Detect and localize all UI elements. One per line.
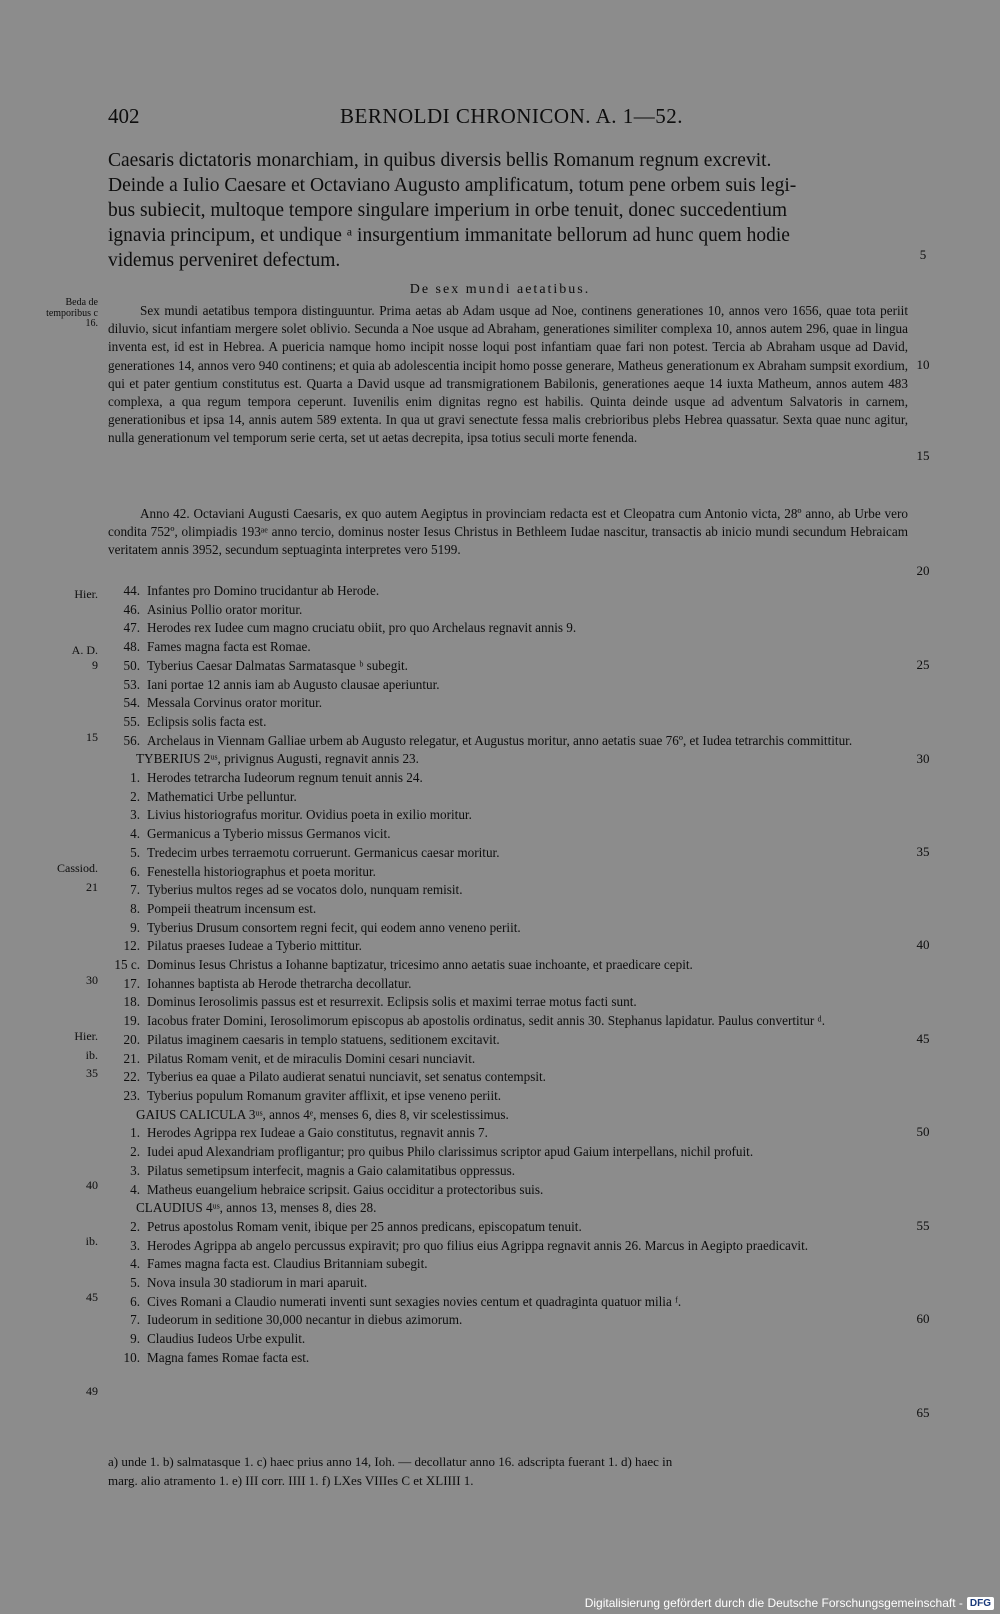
- intro-line: ignavia principum, et undique ᵃ insurgentium immanitate bellorum ad hunc quem hodie: [108, 225, 790, 246]
- entry-number: 55.: [123, 713, 140, 729]
- entry-text: Nova insula 30 stadiorum in mari aparuit.: [147, 1275, 368, 1291]
- entry-number: 53.: [123, 676, 140, 692]
- entry-number: 22.: [123, 1069, 140, 1085]
- entry-number: 4.: [130, 826, 140, 842]
- chronicle-entry: [108, 676, 908, 695]
- chronicle-entry: [108, 1330, 908, 1349]
- margin-note-cassiod: Cassiod.: [56, 861, 98, 875]
- entry-number: 3.: [130, 807, 140, 823]
- chronicle-entry: [108, 1237, 908, 1256]
- line-number: 5: [919, 247, 927, 262]
- entry-number: 10.: [123, 1349, 140, 1365]
- chronicle-entry: [108, 863, 908, 882]
- margin-note-hier-2: Hier.: [74, 1029, 98, 1043]
- entry-number: 4.: [130, 1256, 140, 1272]
- chronicle-entry: [108, 993, 908, 1012]
- entry-number: 21.: [123, 1050, 140, 1066]
- margin-year-40: 40: [86, 1178, 98, 1192]
- entry-text: CLAUDIUS 4ᵘˢ, annos 13, menses 8, dies 28.: [136, 1200, 377, 1216]
- margin-note-ad: A. D.: [71, 643, 98, 657]
- entry-number: 15 c.: [114, 957, 140, 973]
- birth-paragraph: [108, 505, 908, 560]
- entry-number: 47.: [123, 620, 140, 636]
- footnotes: [108, 1452, 908, 1490]
- entry-number: 3.: [130, 1237, 140, 1253]
- chronicle-entry: [108, 825, 908, 844]
- page-number: 402: [108, 104, 140, 128]
- entry-text: Fames magna facta est. Claudius Britanniam subegit.: [147, 1256, 428, 1272]
- entry-text: Asinius Pollio orator moritur.: [147, 601, 303, 617]
- chronicle-entry: [108, 1124, 908, 1143]
- chronicle-entry: [108, 694, 908, 713]
- entry-number: 5.: [130, 1275, 140, 1291]
- margin-year-30: 30: [86, 973, 98, 987]
- line-number: 50: [916, 1124, 930, 1139]
- line-number: 15: [916, 448, 930, 463]
- entry-number: 7.: [130, 1312, 140, 1328]
- entry-text: Dominus Iesus Christus a Iohanne baptizatur, tricesimo anno aetatis suae inchoante, et praedicare cepit.: [147, 957, 693, 973]
- chronicle-entry: [108, 1087, 908, 1106]
- entry-number: 54.: [123, 695, 140, 711]
- entry-number: 18.: [123, 994, 140, 1010]
- entry-number: 44.: [123, 583, 140, 598]
- chronicle-entry: [108, 1311, 908, 1330]
- entry-number: 2.: [130, 1144, 140, 1160]
- chronicle-entry: [108, 956, 908, 975]
- chronicle-entry: [108, 582, 908, 601]
- entry-number: 1.: [130, 770, 140, 786]
- margin-year-35: 35: [86, 1066, 98, 1080]
- chronicle-entry: [108, 713, 908, 732]
- line-number: 60: [916, 1311, 930, 1326]
- entry-number: 9.: [130, 919, 140, 935]
- entry-text: Tyberius populum Romanum graviter afflixit, et ipse veneno periit.: [147, 1087, 502, 1103]
- dfg-logo-icon: DFG: [967, 1597, 994, 1610]
- entry-number: 19.: [123, 1013, 140, 1029]
- entry-text: GAIUS CALICULA 3ᵘˢ, annos 4ᵉ, menses 6, dies 8, vir scelestissimus.: [136, 1106, 509, 1122]
- entry-text: Infantes pro Domino trucidantur ab Herode.: [147, 583, 380, 598]
- margin-year-9: 9: [92, 658, 98, 672]
- entry-number: 2.: [130, 788, 140, 804]
- entry-number: 56.: [123, 732, 140, 748]
- margin-note-ib: ib.: [85, 1048, 98, 1062]
- entry-text: Eclipsis solis facta est.: [147, 713, 267, 729]
- entry-number: 2.: [130, 1218, 140, 1234]
- line-number: 45: [916, 1031, 930, 1046]
- entry-text: Iudei apud Alexandriam profligantur; pro quibus Philo clarissimus scriptor apud Gaium interpellans, nichil profuit.: [147, 1144, 754, 1160]
- entry-text: Tyberius ea quae a Pilato audierat senatui nunciavit, set senatus contempsit.: [147, 1069, 546, 1085]
- intro-line: bus subiecit, multoque tempore singulare imperium in orbe tenuit, donec succedentium: [108, 200, 788, 221]
- margin-note-hier: Hier.: [74, 587, 98, 601]
- chronicle-entry: [108, 1181, 908, 1200]
- chronicle-entry: [108, 619, 908, 638]
- margin-note-beda: Beda de temporibus c 16.: [46, 297, 98, 329]
- entry-text: Fenestella historiographus et poeta moritur.: [147, 863, 376, 879]
- chronicle-entry: [108, 1274, 908, 1293]
- entry-text: Archelaus in Viennam Galliae urbem ab Augusto relegatur, et Augustus moritur, anno aetatis suae 76º, et Iudea tetrarchis committitur.: [147, 732, 853, 748]
- entry-text: Tredecim urbes terraemotu corruerunt. Germanicus caesar moritur.: [147, 844, 500, 860]
- footnote-line: a) unde 1. b) salmatasque 1. c) haec prius anno 14, Ioh. — decollatur anno 16. adscripta fuerant 1. d) haec in: [108, 1454, 673, 1469]
- entry-number: 17.: [123, 975, 140, 991]
- entry-text: Pilatus imaginem caesaris in templo statuens, seditionem excitavit.: [147, 1031, 500, 1047]
- line-number: 40: [916, 937, 930, 952]
- entry-text: Iohannes baptista ab Herode thetrarcha decollatur.: [147, 975, 412, 991]
- footer-text: Digitalisierung gefördert durch die Deutsche Forschungsgemeinschaft -: [584, 1596, 963, 1610]
- entry-text: Cives Romani a Claudio numerati inventi sunt sexagies novies centum et quadraginta quatuor milia ᶠ.: [147, 1293, 682, 1309]
- margin-year-49: 49: [86, 1384, 98, 1398]
- entry-number: 3.: [130, 1162, 140, 1178]
- chronicle-entry: [108, 1012, 908, 1031]
- entry-number: 50.: [123, 657, 140, 673]
- reign-heading: [108, 750, 908, 769]
- line-number: 20: [916, 563, 930, 578]
- entry-text: Pilatus semetipsum interfecit, magnis a Gaio calamitatibus oppressus.: [147, 1162, 516, 1178]
- chronicle-entry: [108, 1349, 908, 1368]
- line-number: 65: [916, 1405, 930, 1420]
- reign-heading: [108, 1199, 908, 1218]
- chronicle-entry: [108, 1255, 908, 1274]
- entry-number: 9.: [130, 1331, 140, 1347]
- entry-number: 5.: [130, 844, 140, 860]
- intro-line: videmus perveniret defectum.: [108, 250, 341, 271]
- entry-text: Messala Corvinus orator moritur.: [147, 695, 323, 711]
- chronicle-entry: [108, 1293, 908, 1312]
- margin-note-ib-2: ib.: [85, 1234, 98, 1248]
- chronicle-entry: [108, 638, 908, 657]
- intro-paragraph: [108, 148, 908, 273]
- entry-text: Matheus euangelium hebraice scripsit. Gaius occiditur a protectoribus suis.: [147, 1181, 544, 1197]
- chronicle-entry: [108, 1162, 908, 1181]
- margin-year-45: 45: [86, 1290, 98, 1304]
- entry-text: Magna fames Romae facta est.: [147, 1349, 310, 1365]
- chronicle-entry: [108, 1218, 908, 1237]
- entry-text: TYBERIUS 2ᵘˢ, privignus Augusti, regnavit annis 23.: [136, 751, 419, 767]
- chronicle-entry: [108, 769, 908, 788]
- entry-number: 12.: [123, 938, 140, 954]
- entry-number: 46.: [123, 601, 140, 617]
- entry-text: Livius historiografus moritur. Ovidius poeta in exilio moritur.: [147, 807, 472, 823]
- entry-text: Herodes Agrippa rex Iudeae a Gaio constitutus, regnavit annis 7.: [147, 1125, 488, 1141]
- page-header: [108, 104, 928, 134]
- entry-text: Herodes Agrippa ab angelo percussus expiravit; pro quo filius eius Agrippa regnavit annis 26. Marcus in Aegipto praedicavit.: [147, 1237, 809, 1253]
- footnote-line: marg. alio atramento 1. e) III corr. IIII 1. f) LXes VIIIes C et XLIIII 1.: [108, 1473, 474, 1488]
- entry-number: 8.: [130, 900, 140, 916]
- margin-year-15: 15: [86, 730, 98, 744]
- entry-text: Mathematici Urbe pelluntur.: [147, 788, 297, 804]
- entry-number: 4.: [130, 1181, 140, 1197]
- entry-text: Iudeorum in seditione 30,000 necantur in diebus azimorum.: [147, 1312, 463, 1328]
- entry-text: Iani portae 12 annis iam ab Augusto clausae aperiuntur.: [147, 676, 440, 692]
- chronicle-entry: [108, 937, 908, 956]
- entry-text: Tyberius Caesar Dalmatas Sarmatasque ᵇ subegit.: [147, 657, 408, 673]
- entry-text: Claudius Iudeos Urbe expulit.: [147, 1331, 306, 1347]
- entry-text: Dominus Ierosolimis passus est et resurrexit. Eclipsis solis et maximi terrae motus facti sunt.: [147, 994, 637, 1010]
- entry-number: 23.: [123, 1087, 140, 1103]
- entry-text: Tyberius multos reges ad se vocatos dolo, nunquam remisit.: [147, 882, 463, 898]
- chronicle-entry: [108, 919, 908, 938]
- chronicle-entry: [108, 975, 908, 994]
- entry-text: Herodes tetrarcha Iudeorum regnum tenuit annis 24.: [147, 770, 423, 786]
- chronicle-entry: [108, 1031, 908, 1050]
- section-title: De sex mundi aetatibus.: [409, 282, 591, 297]
- entry-text: Tyberius Drusum consortem regni fecit, qui eodem anno veneno periit.: [147, 919, 521, 935]
- entry-number: 48.: [123, 639, 140, 655]
- reign-heading: [108, 1106, 908, 1125]
- entry-text: Germanicus a Tyberio missus Germanos vicit.: [147, 826, 391, 842]
- chronicle-entry: [108, 900, 908, 919]
- chronicle-entry: [108, 601, 908, 620]
- line-number: 35: [916, 844, 930, 859]
- intro-line: Caesaris dictatoris monarchiam, in quibus diversis bellis Romanum regnum excrevit.: [108, 150, 772, 171]
- chronicle-entry: [108, 1143, 908, 1162]
- entry-text: Pilatus Romam venit, et de miraculis Domini cesari nunciavit.: [147, 1050, 476, 1066]
- chronicle-entry: [108, 844, 908, 863]
- margin-year-21: 21: [86, 880, 98, 894]
- chronicle-entry: [108, 788, 908, 807]
- birth-text: Anno 42. Octaviani Augusti Caesaris, ex quo autem Aegiptus in provinciam redacta est et Cleopatra cum Antonio victa, 28º anno, ab Urbe vero condita 752º, olimpiadis 193ᵃᵉ anno tercio, dominus noster Iesus Christus in Bethleem Iudae nascitur, transactis ab inicio mundi secundum Hebraicam veritatem annis 3952, secundum septuaginta interpretes vero 5199.: [108, 506, 908, 558]
- entry-text: Pompeii theatrum incensum est.: [147, 900, 317, 916]
- chronicle-entry: [108, 806, 908, 825]
- line-number: 30: [916, 751, 930, 766]
- ages-paragraph: [108, 302, 908, 448]
- ages-text: Sex mundi aetatibus tempora distinguuntur. Prima aetas ab Adam usque ad Noe, continens generationes 10, annos vero 1656, quae tota periit diluvio, sicut infantiam mergere solet oblivio. Secunda a Noe usque ad Abraham, generationes similiter complexa 10, annos autem 296, quae in lingua inventa est, id est in Hebrea. A puericia namque homo incipit nosse loqui post infantiam quae fari non potest. Tercia ab Abraham usque ad David, generationes 14, annos vero 940 continens; et quia ab adolescentia incipit homo posse generare, Matheus generationum ex Abraham sumpsit exordium, qui et pater gentium constitutus est. Quarta a David usque ad transmigrationem Babilonis, generationes aeque 14 iuxta Matheum, annos autem 483 complexa, a qua regum tempora ceperunt. Iuvenilis enim dignitas regno est habilis. Quinta deinde usque ad adventum Salvatoris in carnem, generationibus et ipsa 14, annis autem 589 extenta. In qua ut gravi senectute fessa malis crebrioribus plebs Hebrea quassatur. Sexta quae nunc agitur, nulla generationum vel temporum serie certa, set ut aetas decrepita, ipsa totius seculi morte fenenda.: [108, 303, 908, 446]
- chronicle-entry: [108, 732, 908, 751]
- chronicle-entry: [108, 1068, 908, 1087]
- running-title: BERNOLDI CHRONICON. A. 1—52.: [340, 104, 684, 128]
- entry-number: 20.: [123, 1031, 140, 1047]
- chronicle-entry: [108, 881, 908, 900]
- footer-credit: [585, 1596, 994, 1610]
- entry-text: Petrus apostolus Romam venit, ibique per 25 annos predicans, episcopatum tenuit.: [147, 1218, 582, 1234]
- chronicle-entry: [108, 1050, 908, 1069]
- entry-text: Pilatus praeses Iudeae a Tyberio mittitur.: [147, 938, 362, 954]
- intro-line: Deinde a Iulio Caesare et Octaviano Augusto amplificatum, totum pene orbem suis legi-: [108, 175, 797, 196]
- line-number: 10: [916, 357, 930, 372]
- entry-text: Iacobus frater Domini, Ierosolimorum episcopus ab apostolis ordinatus, sedit annis 30. Stephanus lapidatur. Paulus convertitur ᵈ.: [147, 1013, 826, 1029]
- entry-text: Herodes rex Iudee cum magno cruciatu obiit, pro quo Archelaus regnavit annis 9.: [147, 620, 577, 636]
- entry-number: 1.: [130, 1125, 140, 1141]
- entry-number: 6.: [130, 1293, 140, 1309]
- entry-number: 6.: [130, 863, 140, 879]
- line-number: 25: [916, 657, 930, 672]
- line-number: 55: [916, 1218, 930, 1233]
- chronicle-entries: [108, 582, 908, 1368]
- entry-number: 7.: [130, 882, 140, 898]
- entry-text: Fames magna facta est Romae.: [147, 639, 311, 655]
- chronicle-entry: [108, 657, 908, 676]
